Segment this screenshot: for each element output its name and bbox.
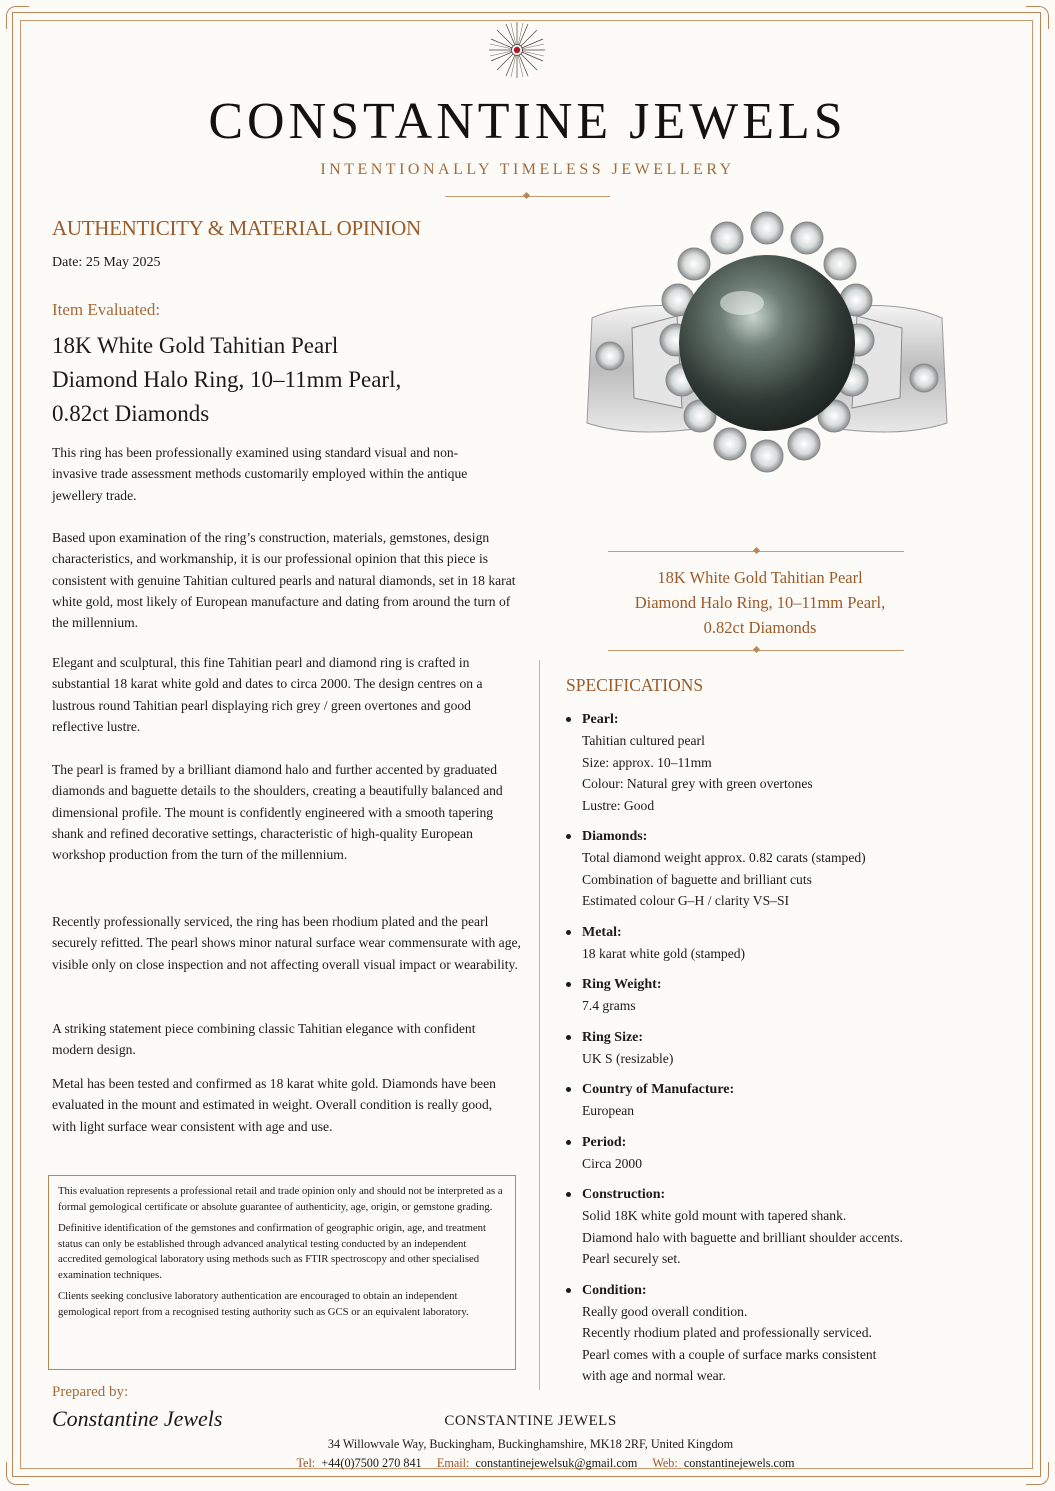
footer-company: CONSTANTINE JEWELS bbox=[444, 1413, 617, 1429]
tel-value[interactable]: +44(0)7500 270 841 bbox=[321, 1456, 422, 1470]
caption-line: 0.82ct Diamonds bbox=[703, 618, 817, 637]
bullet-icon bbox=[566, 1288, 571, 1293]
spec-label: Diamonds: bbox=[582, 829, 648, 844]
item-title-line: 18K White Gold Tahitian Pearl bbox=[52, 333, 339, 358]
spec-item-country bbox=[566, 1080, 986, 1122]
bullet-icon bbox=[566, 717, 571, 722]
item-evaluated-label: Item Evaluated: bbox=[52, 300, 161, 319]
spec-value: UK S (resizable) bbox=[582, 1050, 674, 1066]
email-link[interactable]: constantinejewelsuk@gmail.com bbox=[475, 1456, 638, 1470]
spec-label: Pearl: bbox=[582, 712, 619, 727]
item-title-line: 0.82ct Diamonds bbox=[52, 401, 210, 426]
web-label: Web: bbox=[652, 1456, 678, 1470]
spec-item-construction bbox=[566, 1185, 986, 1270]
caption-line: 18K White Gold Tahitian Pearl bbox=[657, 568, 863, 587]
spec-value: Lustre: Good bbox=[582, 797, 655, 813]
paragraph: The pearl is framed by a brilliant diamond halo and further accented by graduated diamonds and baguette details to the shoulders, creating a beautifully balanced and dimensional profile. The mount is confidently engineered with a smooth tapering shank and refined decorative settings, characteristic of high-quality European workshop production from the turn of the millennium. bbox=[52, 762, 503, 863]
bullet-icon bbox=[566, 1192, 571, 1197]
spec-value: Pearl securely set. bbox=[582, 1251, 681, 1266]
disclaimer-paragraph: Clients seeking conclusive laboratory authentication are encouraged to obtain an independent gemological report from a recognised testing authority such as GCS or an equivalent laboratory. bbox=[58, 1290, 469, 1318]
bullet-icon bbox=[566, 982, 571, 987]
paragraph: This ring has been professionally examined using standard visual and non-invasive trade assessment methods customarily employed within the antique jewellery trade. bbox=[52, 445, 468, 503]
spec-value: Tahitian cultured pearl bbox=[582, 733, 705, 748]
corner-ornament bbox=[1026, 6, 1049, 29]
paragraph: Recently professionally serviced, the ring has been rhodium plated and the pearl securely refitted. The pearl shows minor natural surface wear commensurate with age, visible only on close inspection and not affecting overall visual impact or wearability. bbox=[52, 914, 521, 972]
brand-title: CONSTANTINE JEWELS bbox=[208, 93, 847, 150]
paragraph: Elegant and sculptural, this fine Tahitian pearl and diamond ring is crafted in substantial 18 karat white gold and dates to circa 2000. The design centres on a lustrous round Tahitian pearl displaying rich grey / green overtones and good reflective lustre. bbox=[52, 655, 483, 734]
item-title-line: Diamond Halo Ring, 10–11mm Pearl, bbox=[52, 367, 402, 392]
spec-item-ring-size bbox=[566, 1028, 986, 1070]
spec-value: Colour: Natural grey with green overtones bbox=[582, 776, 813, 791]
footer-address: 34 Willowvale Way, Buckingham, Buckinghamshire, MK18 2RF, United Kingdom bbox=[327, 1437, 734, 1451]
bullet-icon bbox=[566, 834, 571, 839]
disclaimer-box bbox=[48, 1175, 516, 1370]
spec-label: Period: bbox=[582, 1134, 627, 1150]
spec-value: Total diamond weight approx. 0.82 carats (stamped) bbox=[582, 850, 866, 865]
spec-item-metal bbox=[566, 923, 986, 965]
spec-label: Construction: bbox=[582, 1187, 666, 1202]
spec-item-ring-weight bbox=[566, 975, 986, 1017]
column-divider bbox=[539, 660, 540, 1390]
spec-item-condition bbox=[566, 1281, 986, 1387]
spec-label: Ring Size: bbox=[582, 1029, 644, 1045]
spec-item-period bbox=[566, 1133, 986, 1175]
spec-value: 7.4 grams bbox=[582, 998, 636, 1013]
bullet-icon bbox=[566, 1035, 571, 1040]
spec-value: Size: approx. 10–11mm bbox=[582, 754, 712, 770]
spec-value: Really good overall condition. bbox=[582, 1303, 748, 1319]
brand-tagline: INTENTIONALLY TIMELESS JEWELLERY bbox=[320, 161, 735, 178]
prepared-by-label: Prepared by: bbox=[52, 1384, 129, 1400]
spec-value: Estimated colour G–H / clarity VS–SI bbox=[582, 893, 790, 908]
spec-item-diamonds bbox=[566, 827, 986, 912]
bullet-icon bbox=[566, 930, 571, 935]
spec-value: with age and normal wear. bbox=[582, 1368, 726, 1383]
spec-value: Diamond halo with baguette and brilliant shoulder accents. bbox=[582, 1229, 903, 1245]
spec-value: Combination of baguette and brilliant cuts bbox=[582, 871, 812, 887]
tel-label: Tel: bbox=[296, 1456, 316, 1470]
spec-value: Circa 2000 bbox=[582, 1155, 643, 1171]
page-title: AUTHENTICITY & MATERIAL OPINION bbox=[52, 216, 421, 240]
spec-label: Metal: bbox=[582, 924, 622, 940]
email-label: Email: bbox=[436, 1456, 470, 1470]
spec-value: Pearl comes with a couple of surface marks consistent bbox=[582, 1346, 877, 1362]
evaluation-date: Date: 25 May 2025 bbox=[52, 255, 161, 270]
footer-contact bbox=[0, 1456, 1055, 1471]
spec-label: Condition: bbox=[582, 1282, 647, 1298]
bullet-icon bbox=[566, 1087, 571, 1092]
ring-photo bbox=[572, 208, 962, 538]
starburst-logo-icon bbox=[487, 20, 547, 80]
bullet-icon bbox=[566, 1140, 571, 1145]
specifications-heading: SPECIFICATIONS bbox=[566, 675, 704, 695]
spec-value: Solid 18K white gold mount with tapered shank. bbox=[582, 1208, 847, 1223]
disclaimer-paragraph: This evaluation represents a professional retail and trade opinion only and should not be interpreted as a formal gemological certificate or absolute guarantee of authenticity, age, origin, or gemstone grading. bbox=[58, 1185, 503, 1213]
spec-value: Recently rhodium plated and professionally serviced. bbox=[582, 1325, 872, 1340]
web-link[interactable]: constantinejewels.com bbox=[683, 1456, 795, 1470]
paragraph: Metal has been tested and confirmed as 18 karat white gold. Diamonds have been evaluated in the mount and estimated in weight. Overall condition is really good, with light surface wear consistent with age and use. bbox=[52, 1076, 496, 1134]
signature: Constantine Jewels bbox=[52, 1406, 223, 1431]
disclaimer-paragraph: Definitive identification of the gemstones and confirmation of geographic origin, age, and treatment status can only be established through advanced analytical testing conducted by an independent accredited gemological laboratory using methods such as FTIR spectroscopy and other specialised examination techniques. bbox=[58, 1222, 486, 1281]
item-title bbox=[52, 329, 512, 431]
spec-label: Country of Manufacture: bbox=[582, 1082, 735, 1097]
paragraph: A striking statement piece combining classic Tahitian elegance with confident modern design. bbox=[52, 1021, 476, 1058]
caption-line: Diamond Halo Ring, 10–11mm Pearl, bbox=[634, 593, 886, 612]
spec-label: Ring Weight: bbox=[582, 977, 662, 992]
paragraph: Based upon examination of the ring’s construction, materials, gemstones, design characteristics, and workmanship, it is our professional opinion that this piece is consistent with genuine Tahitian cultured pearls and natural diamonds, set in 18 karat white gold, most likely of European manufacture and dating from around the turn of the millennium. bbox=[52, 530, 516, 631]
spec-item-pearl bbox=[566, 710, 986, 816]
spec-value: European bbox=[582, 1103, 635, 1118]
corner-ornament bbox=[6, 6, 29, 29]
image-caption bbox=[590, 565, 930, 640]
specifications-list bbox=[566, 710, 986, 1398]
spec-value: 18 karat white gold (stamped) bbox=[582, 945, 746, 961]
